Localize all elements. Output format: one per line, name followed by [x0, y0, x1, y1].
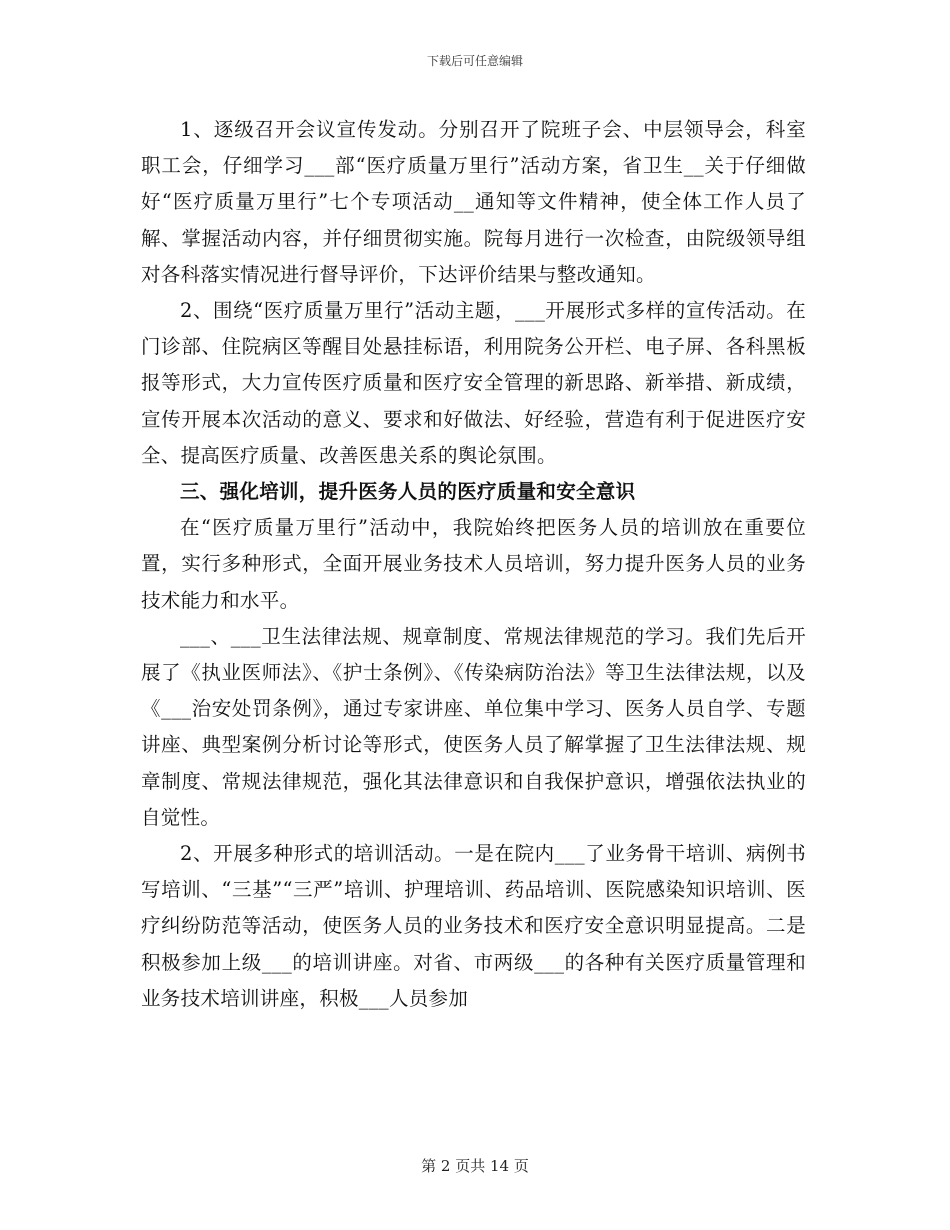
document-body: [141, 112, 806, 1017]
paragraph-5: 2、开展多种形式的培训活动。一是在院内___了业务骨干培训、病例书写培训、“三基”“三严”培训、护理培训、药品培训、医院感染知识培训、医疗纠纷防范等活动，使医务人员的业务技术和医疗安全意识明显提高。二是积极参加上级___的培训讲座。对省、市两级___的各种有关医疗质量管理和业务技术培训讲座，积极___人员参加: [141, 842, 806, 1010]
page-footer: 第 2 页共 14 页: [421, 1157, 529, 1175]
page-header: 下载后可任意编辑: [426, 54, 523, 68]
paragraph-2: 2、围绕“医疗质量万里行”活动主题，___开展形式多样的宣传活动。在门诊部、住院病区等醒目处悬挂标语，利用院务公开栏、电子屏、各科黑板报等形式，大力宣传医疗质量和医疗安全管理的新思路、新举措、新成绩，宣传开展本次活动的意义、要求和好做法、好经验，营造有利于促进医疗安全、提高医疗质量、改善医患关系的舆论氛围。: [141, 299, 806, 467]
paragraph-4: ___、___卫生法律法规、规章制度、常规法律规范的学习。我们先后开展了《执业医师法》、《护士条例》、《传染病防治法》等卫生法律法规，以及《___治安处罚条例》，通过专家讲座、单位集中学习、医务人员自学、专题讲座、典型案例分析讨论等形式，使医务人员了解掌握了卫生法律法规、规章制度、常规法律规范，强化其法律意识和自我保护意识，增强依法执业的自觉性。: [141, 624, 806, 829]
paragraph-1: 1、逐级召开会议宣传发动。分别召开了院班子会、中层领导会，科室职工会，仔细学习___部“医疗质量万里行”活动方案，省卫生__关于仔细做好“医疗质量万里行”七个专项活动__通知等文件精神，使全体工作人员了解、掌握活动内容，并仔细贯彻实施。院每月进行一次检查，由院级领导组对各科落实情况进行督导评价，下达评价结果与整改通知。: [141, 118, 806, 286]
paragraph-3: 在“医疗质量万里行”活动中，我院始终把医务人员的培训放在重要位置，实行多种形式，全面开展业务技术人员培训，努力提升医务人员的业务技术能力和水平。: [141, 516, 806, 612]
section-heading: 三、强化培训，提升医务人员的医疗质量和安全意识: [180, 480, 636, 504]
